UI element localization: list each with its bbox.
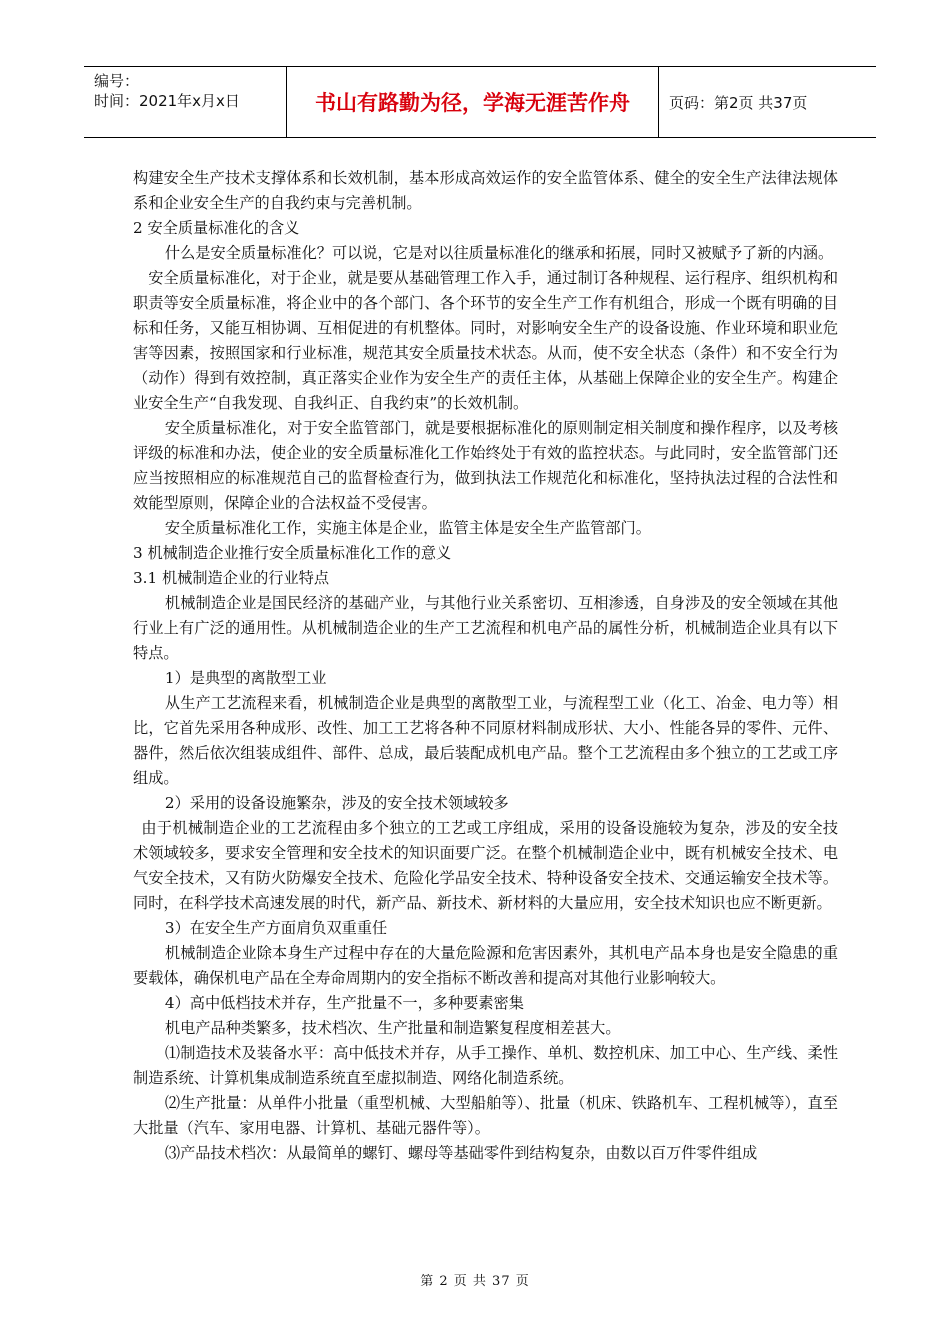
paragraph: 由于机械制造企业的工艺流程由多个独立的工艺或工序组成，采用的设备设施较为复杂，涉及的安全技术领域较多，要求安全管理和安全技术的知识面要广泛。在整个机械制造企业中，既有机械安全技术、电气安全技术，又有防火防爆安全技术、危险化学品安全技术、特种设备安全技术、交通运输安全技术等。同时，在科学技术高速发展的时代，新产品、新技术、新材料的大量应用，安全技术知识也应不断更新。 xyxy=(133,819,838,912)
document-time-label: 时间：2021年x月x日 xyxy=(94,92,240,110)
subsection-heading: 3.1 机械制造企业的行业特点 xyxy=(133,569,330,587)
paragraph: ⑴制造技术及装备水平：高中低技术并存，从手工操作、单机、数控机床、加工中心、生产线、柔性制造系统、计算机集成制造系统直至虚拟制造、网络化制造系统。 xyxy=(133,1044,838,1087)
section-heading: 3 机械制造企业推行安全质量标准化工作的意义 xyxy=(133,544,452,562)
document-number-label: 编号： xyxy=(94,72,140,90)
header-motto: 书山有路勤为径，学海无涯苦作舟 xyxy=(287,67,659,137)
paragraph: 什么是安全质量标准化？可以说，它是对以往质量标准化的继承和拓展，同时又被赋予了新的内涵。 xyxy=(164,244,834,262)
list-item-heading: 1）是典型的离散型工业 xyxy=(164,669,327,687)
paragraph: 机电产品种类繁多，技术档次、生产批量和制造繁复程度相差甚大。 xyxy=(164,1019,621,1037)
page-header xyxy=(84,66,876,138)
page-footer: 第 2 页 共 37 页 xyxy=(420,1274,530,1289)
paragraph: 从生产工艺流程来看，机械制造企业是典型的离散型工业，与流程型工业（化工、冶金、电力等）相比，它首先采用各种成形、改性、加工工艺将各种不同原材料制成形状、大小、性能各异的零件、元件、器件，然后依次组装成组件、部件、总成，最后装配成机电产品。整个工艺流程由多个独立的工艺或工序组成。 xyxy=(133,694,838,787)
paragraph: 安全质量标准化，对于安全监管部门，就是要根据标准化的原则制定相关制度和操作程序，以及考核评级的标准和办法，使企业的安全质量标准化工作始终处于有效的监控状态。与此同时，安全监管部门还应当按照相应的标准规范自己的监督检查行为，做到执法工作规范化和标准化，坚持执法过程的合法性和效能型原则，保障企业的合法权益不受侵害。 xyxy=(133,419,838,512)
document-body xyxy=(133,166,838,1166)
header-meta xyxy=(84,67,287,137)
paragraph: 机械制造企业是国民经济的基础产业，与其他行业关系密切、互相渗透，自身涉及的安全领域在其他行业上有广泛的通用性。从机械制造企业的生产工艺流程和机电产品的属性分析，机械制造企业具有以下特点。 xyxy=(133,594,838,662)
list-item-heading: 3）在安全生产方面肩负双重重任 xyxy=(164,919,388,937)
paragraph: ⑶产品技术档次：从最简单的螺钉、螺母等基础零件到结构复杂，由数以百万件零件组成 xyxy=(164,1144,758,1162)
paragraph: ⑵生产批量：从单件小批量（重型机械、大型船舶等）、批量（机床、铁路机车、工程机械等），直至大批量（汽车、家用电器、计算机、基础元器件等）。 xyxy=(133,1094,838,1137)
paragraph: 构建安全生产技术支撑体系和长效机制，基本形成高效运作的安全监管体系、健全的安全生产法律法规体系和企业安全生产的自我约束与完善机制。 xyxy=(133,169,838,212)
paragraph: 安全质量标准化，对于企业，就是要从基础管理工作入手，通过制订各种规程、运行程序、组织机构和职责等安全质量标准，将企业中的各个部门、各个环节的安全生产工作有机组合，形成一个既有明确的目标和任务，又能互相协调、互相促进的有机整体。同时，对影响安全生产的设备设施、作业环境和职业危害等因素，按照国家和行业标准，规范其安全质量技术状态。从而，使不安全状态（条件）和不安全行为（动作）得到有效控制，真正落实企业作为安全生产的责任主体，从基础上保障企业的安全生产。构建企业安全生产“自我发现、自我纠正、自我约束”的长效机制。 xyxy=(133,269,838,412)
list-item-heading: 4）高中低档技术并存，生产批量不一，多种要素密集 xyxy=(164,994,524,1012)
paragraph: 机械制造企业除本身生产过程中存在的大量危险源和危害因素外，其机电产品本身也是安全隐患的重要载体，确保机电产品在全寿命周期内的安全指标不断改善和提高对其他行业影响较大。 xyxy=(133,944,838,987)
header-page-number: 页码：第2页 共37页 xyxy=(669,93,808,112)
paragraph: 安全质量标准化工作，实施主体是企业，监管主体是安全生产监管部门。 xyxy=(164,519,651,537)
list-item-heading: 2）采用的设备设施繁杂，涉及的安全技术领域较多 xyxy=(164,794,509,812)
section-heading: 2 安全质量标准化的含义 xyxy=(133,219,300,237)
